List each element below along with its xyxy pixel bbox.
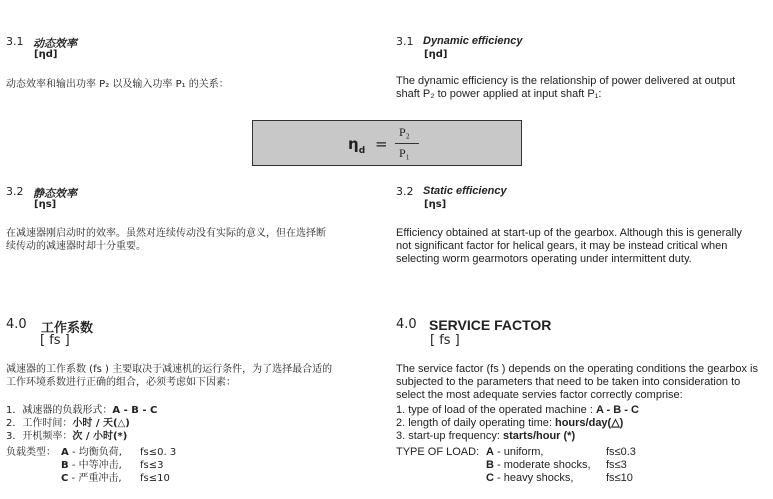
- section-title: SERVICE FACTOR: [429, 317, 552, 333]
- list-item: 1. type of load of the operated machine : A - B - C: [396, 404, 639, 416]
- section-number: 3.2: [396, 185, 414, 198]
- paragraph: [396, 363, 758, 402]
- paragraph-line: select the most adequate servies factor correctly comprise:: [396, 389, 683, 401]
- paragraph-line: 续传动的减速器时却十分重要。: [6, 241, 146, 252]
- list-item: 3. start-up frequency: starts/hour (*): [396, 430, 576, 442]
- section-number: 3.1: [6, 35, 24, 48]
- section-symbol: [ fs ]: [430, 333, 460, 348]
- section-number: 4.0: [396, 317, 417, 332]
- section-symbol: [ fs ]: [40, 333, 70, 348]
- paragraph: [396, 227, 742, 266]
- paragraph-line: selecting worm gearmotors operating under intermittent duty.: [396, 253, 692, 265]
- paragraph-line: The service factor (fs ) depends on the operating conditions the gearbox is: [396, 363, 758, 375]
- list-item: 2．工作时间：小时 / 天(△): [6, 418, 130, 429]
- paragraph-line: 工作环境系数进行正确的组合，必须考虑如下因素：: [6, 377, 236, 388]
- section-symbol: [ηs]: [424, 199, 447, 210]
- section-title: 静态效率: [33, 187, 77, 200]
- load-types: [396, 446, 656, 485]
- load-types: [6, 446, 226, 485]
- list-item: 3．开机频率：次 / 小时(*): [6, 431, 128, 442]
- list-item: TYPE OF LOAD: A - uniform, fs≤0.3: [396, 446, 636, 458]
- list-item: 2. length of daily operating time: hours/day(△): [396, 417, 624, 429]
- paragraph: [6, 227, 326, 253]
- factor-list: [396, 404, 639, 443]
- section-title: Static efficiency: [423, 185, 507, 197]
- list-item: 1．减速器的负载形式：A - B - C: [6, 405, 158, 416]
- paragraph-line: subjected to the parameters that need to be taken into consideration to: [396, 376, 741, 388]
- load-label: TYPE OF LOAD:: [396, 446, 480, 458]
- list-item: B - 中等冲击, fs≤3: [61, 460, 164, 471]
- paragraph: [6, 363, 332, 389]
- formula-equals: =: [375, 135, 388, 153]
- section-symbol: [ηd]: [424, 49, 448, 60]
- section-title: Dynamic efficiency: [423, 35, 523, 47]
- formula-denominator: P₁: [399, 146, 410, 160]
- section-number: 3.1: [396, 35, 414, 48]
- formula-lhs: $\eta_d$: [348, 135, 366, 156]
- list-item: 负载类型： A - 均衡负荷, fs≤0. 3: [6, 447, 177, 458]
- list-item: C - heavy shocks, fs≤10: [486, 472, 633, 484]
- paragraph-line: The dynamic efficiency is the relationship of power delivered at output: [396, 75, 736, 87]
- paragraph-line: shaft P₂ to power applied at input shaft P₁:: [396, 88, 602, 100]
- paragraph-line: not significant factor for helical gears, it may be instead critical when: [396, 240, 728, 252]
- formula-numerator: P₂: [399, 125, 410, 139]
- load-label: 负载类型：: [6, 447, 56, 458]
- section-symbol: [ηs]: [34, 199, 57, 210]
- section-title: 工作系数: [41, 321, 94, 336]
- section-number: 4.0: [6, 317, 27, 332]
- paragraph-line: 减速器的工作系数 (fs ) 主要取决于减速机的运行条件，为了选择最合适的: [6, 364, 333, 375]
- factor-list: [6, 404, 157, 443]
- fraction-line: [395, 143, 419, 144]
- section-title: 动态效率: [33, 37, 77, 50]
- paragraph-line: 在减速器刚启动时的效率。虽然对连续传动没有实际的意义，但在选择断: [6, 228, 326, 239]
- paragraph: 动态效率和输出功率 P₂ 以及输入功率 P₁ 的关系：: [6, 79, 229, 90]
- paragraph: [396, 75, 735, 101]
- list-item: B - moderate shocks, fs≤3: [486, 459, 627, 471]
- list-item: C - 严重冲击, fs≤10: [61, 473, 170, 484]
- section-number: 3.2: [6, 185, 24, 198]
- section-symbol: [ηd]: [34, 49, 58, 60]
- formula-box: [252, 120, 522, 166]
- paragraph-line: Efficiency obtained at start-up of the gearbox. Although this is generally: [396, 227, 742, 239]
